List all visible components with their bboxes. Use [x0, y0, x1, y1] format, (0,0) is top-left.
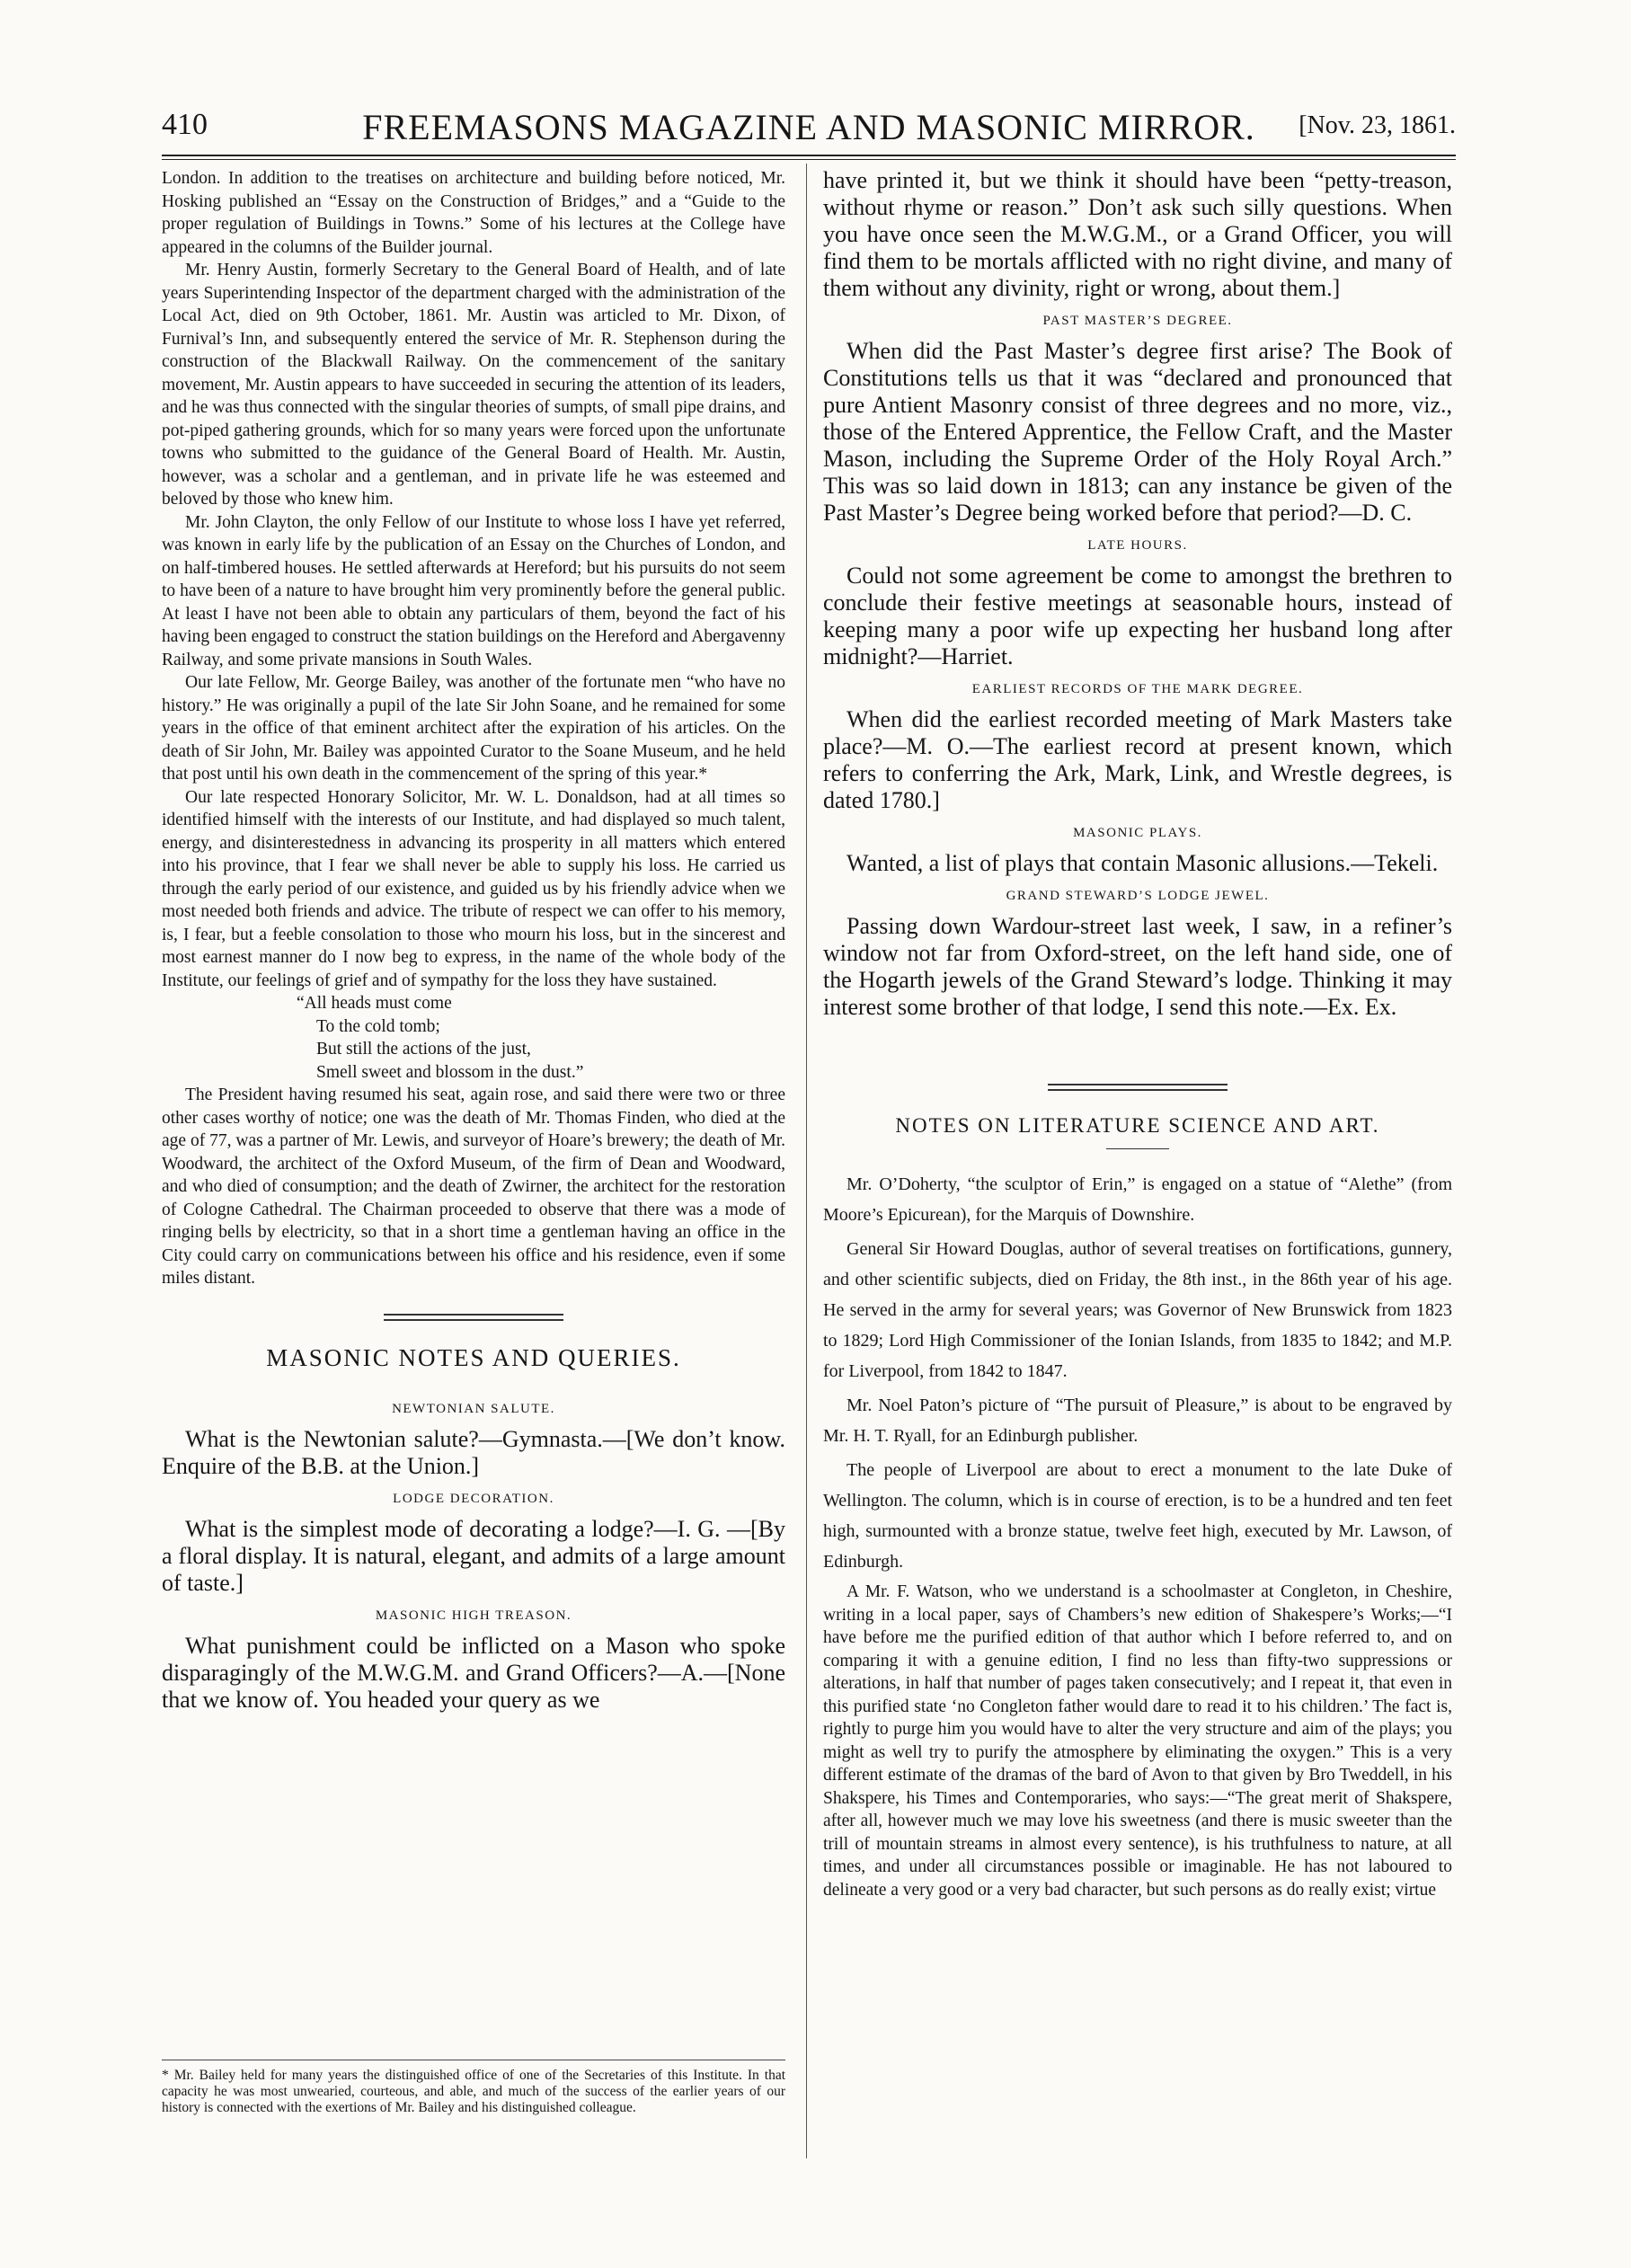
query-heading: PAST MASTER’S DEGREE. — [1042, 314, 1233, 328]
poem-line: To the cold tomb; — [316, 1016, 440, 1036]
query-text: Wanted, a list of plays that contain Masonic allusions.—Tekeli. — [847, 850, 1439, 876]
query-heading: EARLIEST RECORDS OF THE MARK DEGREE. — [971, 682, 1304, 696]
query-heading: NEWTONIAN SALUTE. — [392, 1401, 555, 1416]
section-heading: MASONIC NOTES AND QUERIES. — [266, 1343, 681, 1371]
query-text: have printed it, but we think it should have been “petty-treason, without rhyme or reason.” Don’t ask such silly questions. When you have once seen the M.W.G.M., or a Grand Officer, you will find them to be mortals afflicted with no right divine, and many of them without any divinity, right or wrong, about them.] — [823, 167, 1452, 301]
query-heading: MASONIC PLAYS. — [1073, 826, 1202, 840]
query-text: Passing down Wardour-street last week, I saw, in a refiner’s window not far from Oxford-street, on the left hand side, one of the Hogarth jewels of the Grand Steward’s lodge. Thinking it may interest some brother of that lodge, I send this note.—Ex. Ex. — [823, 913, 1452, 1020]
paragraph: A Mr. F. Watson, who we understand is a schoolmaster at Congleton, in Cheshire, writing in a local paper, says of Chambers’s new edition of Shakespere’s Works;—“I have before me the purified edition of that author which I before referred to, and on comparing it with a genuine edition, I find no less than fifty-two suppressions or alterations, in half that number of pages taken consecutively; and I repeat it, that even in this purified state ‘no Congleton father would dare to read it to his children.’ The fact is, rightly to purge him you would have to alter the very structure and aim of the plays; you might as well try to purify the atmosphere by eliminating the oxygen.” This is a very different estimate of the dramas of the bard of Avon to that given by Bro Tweddell, in his Shakspere, his Times and Contemporaries, who says:—“The great merit of Shakspere, after all, however much we may love his sweetness (and there is music sweeter than the trill of mountain streams in almost every sentence), is his truthfulness to nature, at all times, and under all circumstances possible or imaginable. He has not laboured to delineate a very good or a very bad character, but such persons as do really exist; virtue — [823, 1582, 1452, 1900]
column-divider — [806, 164, 807, 2158]
query-text: What is the simplest mode of decorating a lodge?—I. G. —[By a floral display. It is natural, elegant, and admits of a large amount of taste.] — [162, 1515, 785, 1596]
paragraph: Mr. Henry Austin, formerly Secretary to the General Board of Health, and of late years Superintending Inspector of the department charged with the administration of the Local Act, died on 9th October, 1861. Mr. Austin was articled to Mr. Dixon, of Furnival’s Inn, and subsequently entered the service of Mr. R. Stephenson during the construction of the Blackwall Railway. On the commencement of the sanitary movement, Mr. Austin appears to have succeeded in securing the attention of its leaders, and he was thus connected with the singular theories of sumpts, of small pipe drains, and pot-piped gathering grounds, which for so many years were forced upon the unfortunate towns who submitted to the guidance of the General Board of Health. Mr. Austin, however, was a scholar and a gentleman, and in private life he was esteemed and beloved by those who knew him. — [162, 261, 785, 509]
notes-queries-cont — [823, 167, 1452, 1021]
paragraph: London. In addition to the treatises on architecture and building before noticed, Mr. Hosking published an “Essay on the Construction of Bridges,” and a “Guide to the proper regulation of Buildings in Towns.” Some of his lectures at the College have appeared in the columns of the Builder journal. — [162, 169, 785, 257]
header-rule — [162, 155, 1456, 156]
query-heading: GRAND STEWARD’S LODGE JEWEL. — [1006, 889, 1270, 903]
poem-line: “All heads must come — [297, 994, 452, 1013]
magazine-title: FREEMASONS MAGAZINE AND MASONIC MIRROR. — [362, 107, 1255, 147]
query-text: Could not some agreement be come to amongst the brethren to conclude their festive meetings at seasonable hours, instead of keeping many a poor wife up expecting her husband long after midnight?—Harriet. — [823, 563, 1452, 669]
section-heading: NOTES ON LITERATURE SCIENCE AND ART. — [895, 1114, 1380, 1137]
paragraph: General Sir Howard Douglas, author of several treatises on fortifications, gunnery, and other scientific subjects, died on Friday, the 8th inst., in the 86th year of his age. He served in the army for several years; was Governor of New Brunswick from 1823 to 1829; Lord High Commissioner of the Ionian Islands, from 1835 to 1842; and M.P. for Liverpool, from 1842 to 1847. — [823, 1239, 1452, 1381]
section-separator — [1048, 1084, 1228, 1091]
paragraph: Mr. Noel Paton’s picture of “The pursuit of Pleasure,” is about to be engraved by Mr. H. T. Ryall, for an Edinburgh publisher. — [823, 1395, 1452, 1446]
query-heading: LATE HOURS. — [1087, 538, 1188, 553]
query-text: What is the Newtonian salute?—Gymnasta.—[We don’t know. Enquire of the B.B. at the Union.] — [162, 1425, 785, 1479]
left-column — [162, 167, 785, 1714]
paragraph: The President having resumed his seat, again rose, and said there were two or three other cases worthy of notice; one was the death of Mr. Thomas Finden, who died at the age of 77, was a partner of Mr. Lewis, and surveyor of Hoare’s brewery; the death of Mr. Woodward, the architect of the Oxford Museum, of the firm of Dean and Woodward, and who died of consumption; and the death of Zwirner, the architect for the restoration of Cologne Cathedral. The Chairman proceeded to observe that there was a mode of ringing bells by electricity, so that in a short time a gentleman having an office in the City could carry on communications between his office and his residence, even if some miles distant. — [162, 1085, 785, 1288]
heading-rule — [1106, 1148, 1169, 1149]
paragraph: Mr. O’Doherty, “the sculptor of Erin,” is engaged on a statue of “Alethe” (from Moore’s Epicurean), for the Marquis of Downshire. — [823, 1174, 1452, 1225]
paragraph: Our late respected Honorary Solicitor, Mr. W. L. Donaldson, had at all times so identified himself with the interests of our Institute, and had displayed so much talent, energy, and disinterestedness in advancing its prosperity in all matters which entered into his province, that I fear we shall never be able to supply his loss. He carried us through the early period of our existence, and guided us by his friendly advice when we most needed both friends and advice. The tribute of respect we can offer to his memory, is, I fear, but a feeble consolation to those who mourn his loss, but in the sincerest and most earnest manner do I now beg to express, in the name of the whole body of the Institute, our feelings of grief and of sympathy for the loss they have sustained. — [162, 787, 785, 990]
paragraph: Our late Fellow, Mr. George Bailey, was another of the fortunate men “who have no history.” He was originally a pupil of the late Sir John Soane, and he remained for some years in the office of that eminent architect after the expiration of his articles. On the death of Sir John, Mr. Bailey was appointed Curator to the Soane Museum, and he held that post until his own death in the commencement of the spring of this year.* — [162, 673, 785, 784]
poem-quote — [162, 992, 785, 1084]
right-column — [823, 167, 1452, 1901]
query-heading: LODGE DECORATION. — [393, 1491, 554, 1506]
query-text: When did the earliest recorded meeting of Mark Masters take place?—M. O.—The earliest record at present known, which refers to conferring the Ark, Mark, Link, and Wrestle degrees, is dated 1780.] — [823, 706, 1452, 813]
query-text: What punishment could be inflicted on a Mason who spoke disparagingly of the M.W.G.M. and Grand Officers?—A.—[None that we know of. You headed your query as we — [162, 1632, 785, 1713]
page-number: 410 — [162, 108, 208, 141]
paragraph: Mr. John Clayton, the only Fellow of our Institute to whose loss I have yet referred, was known in early life by the publication of an Essay on the Churches of London, and on half-timbered houses. He settled afterwards at Hereford; but his pursuits do not seem to have been of a nature to have brought him very prominently before the general public. At least I have not been able to obtain any particulars of them, beyond the fact of his having been engaged to construct the station buildings on the Hereford and Abergavenny Railway, and some private mansions in South Wales. — [162, 512, 785, 669]
query-text: When did the Past Master’s degree first arise? The Book of Constitutions tells us that it was “declared and pronounced that pure Antient Masonry consist of three degrees and no more, viz., those of the Entered Apprentice, the Fellow Craft, and the Master Mason, including the Supreme Order of the Holy Royal Arch.” This was so laid down in 1813; can any instance be given of the Past Master’s Degree being worked before that period?—D. C. — [823, 338, 1452, 526]
issue-date: [Nov. 23, 1861. — [1299, 111, 1456, 139]
section-separator — [384, 1314, 563, 1321]
running-head — [162, 106, 1456, 151]
footnote: * Mr. Bailey held for many years the distinguished office of one of the Secretaries of this Institute. In that capacity he was most unwearied, courteous, and able, and much of the success of the earlier years of our history is connected with the exertions of Mr. Bailey and his distinguished colleague. — [162, 2068, 785, 2115]
literature-notes — [823, 1169, 1452, 1577]
lecture-text — [162, 167, 785, 992]
notes-queries — [162, 1395, 785, 1714]
poem-line: But still the actions of the just, — [316, 1040, 531, 1059]
query-heading: MASONIC HIGH TREASON. — [375, 1608, 572, 1623]
poem-line: Smell sweet and blossom in the dust.” — [316, 1062, 584, 1082]
paragraph: The people of Liverpool are about to erect a monument to the late Duke of Wellington. The column, which is in course of erection, is to be a hundred and ten feet high, surmounted with a bronze statue, twelve feet high, executed by Mr. Lawson, of Edinburgh. — [823, 1460, 1452, 1572]
header-rule-thin — [162, 159, 1456, 160]
footnote-area — [162, 2051, 785, 2116]
